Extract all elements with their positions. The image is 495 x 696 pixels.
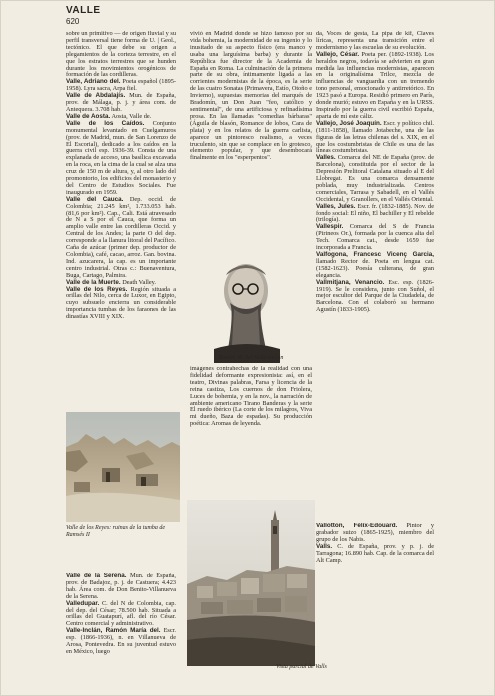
entry-continuation: imágenes contrahechas de la realidad con una fidelidad deformante expresionista: así, en el teatro, Divinas palabras, Farsa y licencia de la reina castiza, Los cuernos de don Friolera, Luces de bohemia, y en la nov., la narración de ambiente americano Tirano Banderas y la serie El ruedo ibérico (La corte de los milagros, Viva mi dueño, Baza de espadas). Su producción poética: Aromas de leyenda. xyxy=(190,366,312,428)
entry xyxy=(316,544,434,565)
valls-town-photo xyxy=(187,500,315,666)
entry-title: Valle de la Muerte. xyxy=(66,278,121,286)
entry-text: Región situada a orillas del Nilo, cerca de Luxor, en Egipto, cuyo subsuelo encierra un considerable importancia tumbas de los faraones de las dinastías XVIII y XIX. xyxy=(66,285,176,321)
entry-text: Poeta per. (1892-1938). Los heraldos negros, todavía se advierten en gran medida las influencias modernistas, aparecen en la originalísima Trilce, mezcla de influencias de vanguardia con un tremendo tono personal, emocionado y antirretórico. En 1923 pasó a Europa. Residió primero en París, donde murió; estuvo en España y en la URSS. Inspirado por la guerra civil escribió España, aparta de mí este cáliz. xyxy=(316,50,434,120)
entry-text: Conjunto monumental levantado en Cuelgamuros (prov. de Madrid, mun. de San Lorenzo de El Escorial), dedicado a los caídos en la guerra civil esp. 1936-39. Consta de una explanada de acceso, una basílica excavada en la roca, en la cima de la cual se alza una cruz de 150 m de altura, y, al otro lado del promontorio, los edificios del monasterio y del Centro de Estudios Sociales. Fue inaugurado en 1959. xyxy=(66,119,176,196)
column-1-text xyxy=(66,31,176,411)
column-1-bottom-text xyxy=(66,573,176,691)
entry-title: Valles. xyxy=(316,154,336,162)
entry-title: Valle de Aosta. xyxy=(66,112,111,120)
entry xyxy=(316,252,434,280)
entry-title: Valle de los Caídos. xyxy=(66,119,145,127)
valle-inclan-portrait xyxy=(184,253,318,363)
entry xyxy=(316,121,434,156)
entry-title: Valle de Abdalajís. xyxy=(66,92,126,100)
entry-text: llamado Rector de. Poeta en lengua cat. (1582-1623). Poesía culterana, de gran elegancia. xyxy=(316,257,434,279)
column-3-text xyxy=(316,31,434,521)
entry xyxy=(66,601,176,629)
entry-text: Escr. fr. (1832-1885). Nov. de fondo social: El niño, El bachiller y El rebelde (trilogía). xyxy=(316,202,434,224)
entry-title: Vallespir. xyxy=(316,223,344,231)
entry-title: Valle de los Reyes. xyxy=(66,285,128,293)
entry xyxy=(66,573,176,601)
page-number: 620 xyxy=(66,17,80,26)
entry xyxy=(66,79,176,93)
entry-text: Mun. de España, prov. de Badajoz, p. j. de Castuera; 4.423 hab. Área com. de Don Benito-Villanueva de la Serena. xyxy=(66,573,176,600)
entry xyxy=(66,93,176,114)
entry-title: Valle, Adriano del. xyxy=(66,78,121,86)
entry xyxy=(66,287,176,322)
town-photo-caption: Vista parcial de Valls xyxy=(276,664,327,670)
entry-text: Pintor y grabador suizo (1865-1925), miembro del grupo de los Nabis. xyxy=(316,523,434,543)
entry xyxy=(316,523,434,544)
entry-title: Valfogona, Francesc Vicenç Garcia, xyxy=(316,251,434,258)
entry-text: Comarca del NE de España (prov. de Barcelona), constituida por el sector de la Depresión Prelitoral Catalana situado al E del Llobregat. Es una comarca densamente poblada, muy industrializada. Centros comerciales, Tarrasa y Sabadell, en el Vallés Occidental, y Granollers, en el Vallés Oriental. xyxy=(316,154,434,203)
entry-title: Valledupar. xyxy=(66,599,100,607)
entry-title: Vallejo, César. xyxy=(316,50,360,58)
entry xyxy=(66,121,176,197)
entry xyxy=(66,628,176,656)
entry-text: C. de España, prov. y p. j. de Tarragona; 16.890 hab. Cap. de la comarca del Alt Camp. xyxy=(316,542,434,564)
entry-continuation: da, Voces de gesta, La pipa de kif, Claves líricas, representa una transición entre el modernismo y las escuelas de su evolución. xyxy=(316,31,434,51)
entry-text: Aosta, Valle de. xyxy=(111,112,152,120)
entry xyxy=(316,224,434,252)
entry-text: Escr. esp. (1866-1936), n. en Villanueva de Arosa, Pontevedra. En su juventud estuvo en México, luego xyxy=(66,627,176,655)
entry xyxy=(316,204,434,225)
entry-title: Valle del Cauca. xyxy=(66,195,124,203)
entry xyxy=(316,155,434,203)
entry-text: Death Valley. xyxy=(122,278,156,286)
entry-continuation: sobre un primitivo — de origen fluvial y su perfil transversal tiene forma de U. | Geol., tectónico. El que debe su origen a plegamientos de la corteza terrestre, en el que los estratos terrestres que se hunden durante los movimientos orogénicos de formación de las cordilleras. xyxy=(66,31,176,79)
entry-title: Vallotton, Félix-Edouard. xyxy=(316,523,398,529)
entry-text: Poeta español (1895-1958). Lyra sacra, Arpa fiel. xyxy=(66,78,176,93)
entry-continuation: vivió en Madrid donde se hizo famoso por su vida bohemia, la modernidad de su ingenio y lo inusitado de su aspecto físico (era manco y usaba una larguísima barba) y durante la República fue director de la Academia de España en Roma. La culminación de la primera parte de su obra, íntimamente ligada a las corrientes modernistas de la época, es la serie de las cuatro Sonatas (Primavera, Estío, Otoño e Invierno), supuestas memorias del marqués de Bradomín, un Don Juan "feo, católico y sentimental", de una artificiosa y refinadísima prosa. En las llamadas "comedias bárbaras" (Águila de blasón, Romance de lobos, Cara de plata) y en los relatos de la guerra carlista, aparece un pintoresco realismo, a veces truculento, sin que se complace en lo grotesco, elemento popular, y que desembocará finalmente en los "esperpentos". xyxy=(190,31,312,162)
entry-text: Comarca del S de Francia (Pirineos Or.), formada por la cuenca alta del Tech. Comarca cat., desde 1659 fue incorporada a Francia. xyxy=(316,223,434,252)
page-header-title: VALLE xyxy=(66,5,101,16)
entry-text: C. del N de Colombia, cap. del dep. del César; 78.500 hab. Situada a orillas del Guatapurí, afl. del río César. Centro comercial y administrativo. xyxy=(66,599,176,628)
entry xyxy=(66,197,176,280)
column-2-bottom-text xyxy=(190,366,312,502)
entry-title: Valles, Jules. xyxy=(316,202,356,210)
valley-of-kings-photo xyxy=(66,412,180,522)
column-3-bottom-text xyxy=(316,523,434,691)
entry-title: Valls. xyxy=(316,542,333,550)
entry-text: Dep. occid. de Colombia; 21.245 km², 1.733.053 hab. (81,6 por km²). Cap., Cali. Está atravesado de N a S por el Cauca, que forma un amplio valle entre las cordilleras Occid. y Central de los Andes; la parte O del dep. corresponde a la llanura litoral del Pacífico. Caña de azúcar (primer dep. productor de Colombia), café, cacao, arroz. Gan. bovina. Ind. azucarera, la cap. es un importante centro industrial. Otras c.: Buenaventura, Buga, Cartago, Palmira. xyxy=(66,195,176,279)
entry xyxy=(316,52,434,121)
entry-title: Valle-Inclán, Ramón María del. xyxy=(66,627,161,635)
entry xyxy=(316,280,434,315)
entry-text: Esc. esp. (1826-1919). Se le considera, junto con Suñol, el mejor escultor del Parque de la Ciudadela, de Barcelona. Con el colaboró su hermano Agustín (1833-1905). xyxy=(316,278,434,314)
valley-photo-caption: Valle de los Reyes: ruinas de la tumba de Ramsés II xyxy=(66,525,165,538)
entry-title: Valle de la Serena. xyxy=(66,573,127,579)
column-2-text xyxy=(190,31,312,253)
entry-text: Mun. de España, prov. de Málaga, p. j. y área com. de Antequera. 3.708 hab. xyxy=(66,92,176,113)
portrait-caption: Ramón M. del Valle-Inclán xyxy=(218,355,284,361)
entry-title: Vallmitjana, Venancio. xyxy=(316,278,385,286)
entry-text: Escr. y político chil. (1811-1858), llamado Jotabeche, una de las figuras de las letras chilenas del s. XIX, en el que los costumbristas de Chile es una de las líneas costumbristas. xyxy=(316,119,434,155)
entry-title: Vallejo, José Joaquín. xyxy=(316,119,382,127)
